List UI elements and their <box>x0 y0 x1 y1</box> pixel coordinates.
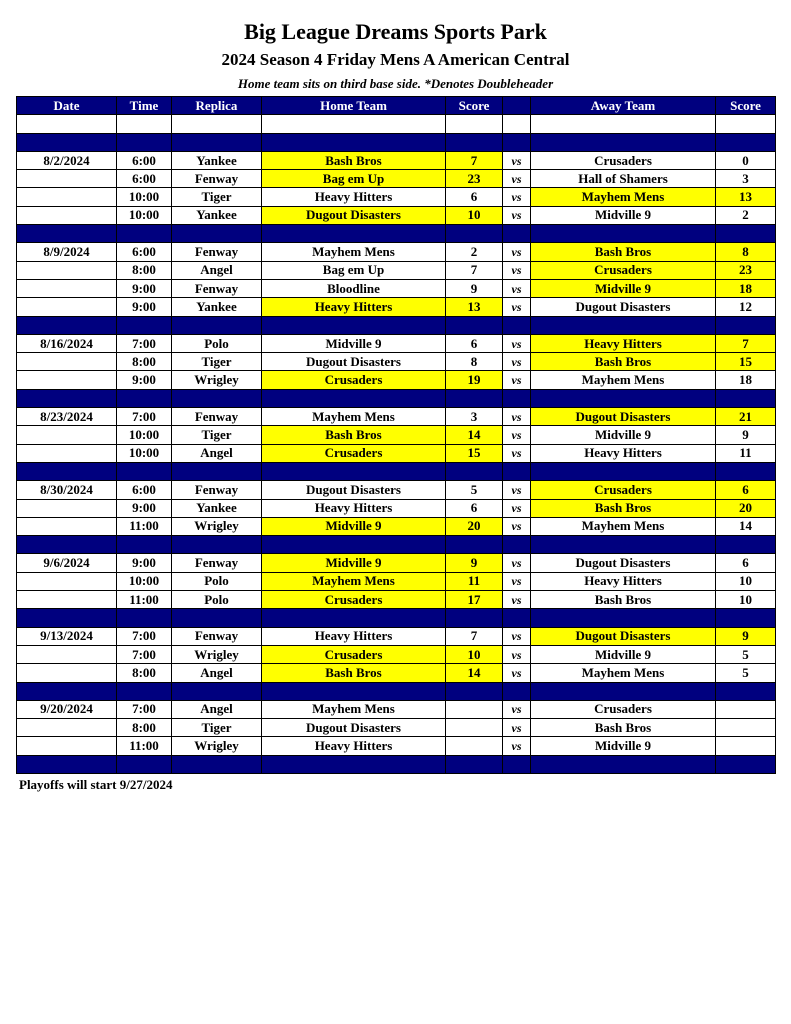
home-team: Bloodline <box>262 279 446 297</box>
replica-field: Fenway <box>172 243 262 261</box>
away-team: Crusaders <box>531 481 716 499</box>
home-team: Heavy Hitters <box>262 627 446 645</box>
game-row <box>17 572 776 590</box>
game-date: 8/16/2024 <box>17 334 117 352</box>
away-team: Mayhem Mens <box>531 664 716 682</box>
game-row <box>17 298 776 316</box>
home-score: 6 <box>446 188 503 206</box>
schedule-body <box>17 115 776 774</box>
vs-label: vs <box>503 170 531 188</box>
away-score: 18 <box>716 371 776 389</box>
game-row <box>17 664 776 682</box>
home-team: Dugout Disasters <box>262 481 446 499</box>
home-team: Dugout Disasters <box>262 719 446 737</box>
blank-row <box>17 115 776 133</box>
home-team: Bash Bros <box>262 426 446 444</box>
replica-field: Polo <box>172 334 262 352</box>
game-row <box>17 499 776 517</box>
column-header-away-score: Score <box>716 97 776 115</box>
week-separator-band <box>17 316 776 334</box>
game-time: 10:00 <box>117 206 172 224</box>
away-team: Midville 9 <box>531 426 716 444</box>
game-time: 9:00 <box>117 279 172 297</box>
home-score: 23 <box>446 170 503 188</box>
replica-field: Wrigley <box>172 517 262 535</box>
replica-field: Wrigley <box>172 737 262 755</box>
game-date <box>17 371 117 389</box>
game-time: 10:00 <box>117 444 172 462</box>
vs-label: vs <box>503 700 531 718</box>
game-time: 11:00 <box>117 737 172 755</box>
game-row <box>17 737 776 755</box>
home-team: Mayhem Mens <box>262 243 446 261</box>
game-date <box>17 719 117 737</box>
replica-field: Tiger <box>172 353 262 371</box>
home-team: Heavy Hitters <box>262 737 446 755</box>
home-team: Crusaders <box>262 371 446 389</box>
away-team: Midville 9 <box>531 737 716 755</box>
away-score <box>716 700 776 718</box>
home-score <box>446 719 503 737</box>
away-score: 20 <box>716 499 776 517</box>
away-team: Bash Bros <box>531 499 716 517</box>
column-header-home-score: Score <box>446 97 503 115</box>
game-date <box>17 279 117 297</box>
away-team: Midville 9 <box>531 279 716 297</box>
replica-field: Fenway <box>172 627 262 645</box>
replica-field: Angel <box>172 261 262 279</box>
game-row <box>17 279 776 297</box>
vs-label: vs <box>503 334 531 352</box>
away-score: 15 <box>716 353 776 371</box>
replica-field: Fenway <box>172 554 262 572</box>
home-team: Dugout Disasters <box>262 353 446 371</box>
home-score: 13 <box>446 298 503 316</box>
game-date <box>17 499 117 517</box>
home-team: Dugout Disasters <box>262 206 446 224</box>
home-team: Midville 9 <box>262 554 446 572</box>
game-time: 7:00 <box>117 700 172 718</box>
home-score: 15 <box>446 444 503 462</box>
game-date: 9/13/2024 <box>17 627 117 645</box>
home-team: Heavy Hitters <box>262 499 446 517</box>
home-score: 19 <box>446 371 503 389</box>
away-score <box>716 737 776 755</box>
away-score: 10 <box>716 572 776 590</box>
away-team: Heavy Hitters <box>531 572 716 590</box>
game-time: 9:00 <box>117 298 172 316</box>
page-title: Big League Dreams Sports Park <box>244 19 547 44</box>
game-row <box>17 517 776 535</box>
vs-label: vs <box>503 719 531 737</box>
replica-field: Fenway <box>172 170 262 188</box>
vs-label: vs <box>503 444 531 462</box>
game-time: 9:00 <box>117 554 172 572</box>
home-team: Midville 9 <box>262 334 446 352</box>
game-date <box>17 298 117 316</box>
vs-label: vs <box>503 188 531 206</box>
home-score: 7 <box>446 261 503 279</box>
replica-field: Yankee <box>172 499 262 517</box>
away-score: 10 <box>716 591 776 609</box>
week-separator-band <box>17 389 776 407</box>
game-date <box>17 591 117 609</box>
schedule-table <box>16 96 776 774</box>
home-score: 14 <box>446 664 503 682</box>
away-team: Crusaders <box>531 151 716 169</box>
game-date <box>17 426 117 444</box>
game-time: 11:00 <box>117 591 172 609</box>
away-team: Dugout Disasters <box>531 627 716 645</box>
vs-label: vs <box>503 243 531 261</box>
schedule-note: Home team sits on third base side. *Denotes Doubleheader <box>237 76 554 91</box>
vs-label: vs <box>503 261 531 279</box>
game-date: 8/9/2024 <box>17 243 117 261</box>
column-header-time: Time <box>117 97 172 115</box>
game-time: 8:00 <box>117 261 172 279</box>
game-row <box>17 170 776 188</box>
away-score: 5 <box>716 645 776 663</box>
game-row <box>17 645 776 663</box>
game-row <box>17 334 776 352</box>
vs-label: vs <box>503 517 531 535</box>
away-score: 13 <box>716 188 776 206</box>
home-score: 7 <box>446 627 503 645</box>
game-time: 9:00 <box>117 371 172 389</box>
week-separator-band <box>17 462 776 480</box>
game-row <box>17 591 776 609</box>
away-team: Dugout Disasters <box>531 554 716 572</box>
vs-label: vs <box>503 353 531 371</box>
home-team: Mayhem Mens <box>262 700 446 718</box>
home-team: Bash Bros <box>262 664 446 682</box>
vs-label: vs <box>503 408 531 426</box>
replica-field: Yankee <box>172 298 262 316</box>
game-time: 6:00 <box>117 243 172 261</box>
away-score: 14 <box>716 517 776 535</box>
week-separator-band <box>17 682 776 700</box>
away-score: 9 <box>716 627 776 645</box>
game-date <box>17 188 117 206</box>
game-row <box>17 243 776 261</box>
playoffs-note: Playoffs will start 9/27/2024 <box>19 777 173 792</box>
vs-label: vs <box>503 645 531 663</box>
home-score: 20 <box>446 517 503 535</box>
game-date <box>17 664 117 682</box>
game-row <box>17 206 776 224</box>
home-team: Bash Bros <box>262 151 446 169</box>
home-score: 2 <box>446 243 503 261</box>
game-time: 6:00 <box>117 170 172 188</box>
replica-field: Tiger <box>172 426 262 444</box>
home-score: 7 <box>446 151 503 169</box>
game-row <box>17 188 776 206</box>
away-score: 5 <box>716 664 776 682</box>
table-header-row <box>17 97 776 115</box>
away-score: 23 <box>716 261 776 279</box>
away-team: Bash Bros <box>531 243 716 261</box>
game-time: 10:00 <box>117 426 172 444</box>
game-time: 6:00 <box>117 481 172 499</box>
game-row <box>17 627 776 645</box>
replica-field: Fenway <box>172 408 262 426</box>
away-score: 2 <box>716 206 776 224</box>
game-row <box>17 700 776 718</box>
vs-label: vs <box>503 591 531 609</box>
home-score: 8 <box>446 353 503 371</box>
home-score: 10 <box>446 206 503 224</box>
replica-field: Fenway <box>172 279 262 297</box>
away-score <box>716 719 776 737</box>
vs-label: vs <box>503 572 531 590</box>
game-time: 7:00 <box>117 408 172 426</box>
replica-field: Polo <box>172 591 262 609</box>
home-team: Heavy Hitters <box>262 188 446 206</box>
week-separator-band <box>17 225 776 243</box>
home-score: 11 <box>446 572 503 590</box>
away-score: 21 <box>716 408 776 426</box>
week-separator-band <box>17 755 776 773</box>
home-score: 9 <box>446 279 503 297</box>
away-score: 8 <box>716 243 776 261</box>
column-header-vs <box>503 97 531 115</box>
away-score: 12 <box>716 298 776 316</box>
home-team: Crusaders <box>262 645 446 663</box>
game-row <box>17 371 776 389</box>
home-team: Bag em Up <box>262 261 446 279</box>
replica-field: Yankee <box>172 151 262 169</box>
game-date <box>17 261 117 279</box>
home-score: 6 <box>446 499 503 517</box>
vs-label: vs <box>503 627 531 645</box>
away-score: 3 <box>716 170 776 188</box>
game-date <box>17 170 117 188</box>
game-row <box>17 408 776 426</box>
game-time: 8:00 <box>117 664 172 682</box>
game-row <box>17 554 776 572</box>
away-score: 11 <box>716 444 776 462</box>
vs-label: vs <box>503 298 531 316</box>
game-date <box>17 444 117 462</box>
away-score: 0 <box>716 151 776 169</box>
home-score: 10 <box>446 645 503 663</box>
home-team: Midville 9 <box>262 517 446 535</box>
game-row <box>17 151 776 169</box>
game-date: 9/6/2024 <box>17 554 117 572</box>
game-date <box>17 517 117 535</box>
away-team: Bash Bros <box>531 591 716 609</box>
home-team: Crusaders <box>262 444 446 462</box>
game-row <box>17 353 776 371</box>
away-team: Mayhem Mens <box>531 188 716 206</box>
game-date <box>17 572 117 590</box>
game-row <box>17 426 776 444</box>
page-subtitle: 2024 Season 4 Friday Mens A American Central <box>221 50 570 69</box>
game-date: 8/30/2024 <box>17 481 117 499</box>
home-team: Mayhem Mens <box>262 408 446 426</box>
game-time: 8:00 <box>117 719 172 737</box>
game-row <box>17 444 776 462</box>
away-score: 9 <box>716 426 776 444</box>
away-team: Midville 9 <box>531 645 716 663</box>
home-score: 9 <box>446 554 503 572</box>
game-time: 8:00 <box>117 353 172 371</box>
column-header-replica: Replica <box>172 97 262 115</box>
replica-field: Wrigley <box>172 645 262 663</box>
away-score: 18 <box>716 279 776 297</box>
away-team: Crusaders <box>531 700 716 718</box>
away-score: 6 <box>716 554 776 572</box>
home-score <box>446 700 503 718</box>
game-time: 11:00 <box>117 517 172 535</box>
away-score: 7 <box>716 334 776 352</box>
game-date: 9/20/2024 <box>17 700 117 718</box>
home-team: Mayhem Mens <box>262 572 446 590</box>
column-header-away-team: Away Team <box>531 97 716 115</box>
game-date <box>17 353 117 371</box>
game-time: 10:00 <box>117 572 172 590</box>
game-row <box>17 261 776 279</box>
home-score: 3 <box>446 408 503 426</box>
game-time: 9:00 <box>117 499 172 517</box>
away-team: Heavy Hitters <box>531 444 716 462</box>
away-team: Midville 9 <box>531 206 716 224</box>
week-separator-band <box>17 536 776 554</box>
replica-field: Wrigley <box>172 371 262 389</box>
away-team: Bash Bros <box>531 353 716 371</box>
home-team: Bag em Up <box>262 170 446 188</box>
game-time: 7:00 <box>117 334 172 352</box>
away-team: Mayhem Mens <box>531 371 716 389</box>
away-team: Crusaders <box>531 261 716 279</box>
home-score: 6 <box>446 334 503 352</box>
replica-field: Tiger <box>172 719 262 737</box>
replica-field: Yankee <box>172 206 262 224</box>
vs-label: vs <box>503 499 531 517</box>
vs-label: vs <box>503 279 531 297</box>
vs-label: vs <box>503 151 531 169</box>
vs-label: vs <box>503 426 531 444</box>
vs-label: vs <box>503 481 531 499</box>
game-date <box>17 645 117 663</box>
game-date: 8/2/2024 <box>17 151 117 169</box>
game-time: 10:00 <box>117 188 172 206</box>
away-team: Hall of Shamers <box>531 170 716 188</box>
game-row <box>17 719 776 737</box>
away-score: 6 <box>716 481 776 499</box>
replica-field: Angel <box>172 444 262 462</box>
game-date: 8/23/2024 <box>17 408 117 426</box>
away-team: Dugout Disasters <box>531 298 716 316</box>
vs-label: vs <box>503 737 531 755</box>
vs-label: vs <box>503 664 531 682</box>
away-team: Mayhem Mens <box>531 517 716 535</box>
away-team: Dugout Disasters <box>531 408 716 426</box>
week-separator-band <box>17 133 776 151</box>
home-score <box>446 737 503 755</box>
replica-field: Polo <box>172 572 262 590</box>
replica-field: Angel <box>172 700 262 718</box>
game-date <box>17 737 117 755</box>
replica-field: Tiger <box>172 188 262 206</box>
game-time: 6:00 <box>117 151 172 169</box>
home-score: 14 <box>446 426 503 444</box>
game-time: 7:00 <box>117 627 172 645</box>
away-team: Bash Bros <box>531 719 716 737</box>
column-header-home-team: Home Team <box>262 97 446 115</box>
game-time: 7:00 <box>117 645 172 663</box>
replica-field: Angel <box>172 664 262 682</box>
game-row <box>17 481 776 499</box>
vs-label: vs <box>503 371 531 389</box>
home-team: Crusaders <box>262 591 446 609</box>
column-header-date: Date <box>17 97 117 115</box>
away-team: Heavy Hitters <box>531 334 716 352</box>
home-team: Heavy Hitters <box>262 298 446 316</box>
game-date <box>17 206 117 224</box>
replica-field: Fenway <box>172 481 262 499</box>
vs-label: vs <box>503 554 531 572</box>
home-score: 5 <box>446 481 503 499</box>
week-separator-band <box>17 609 776 627</box>
home-score: 17 <box>446 591 503 609</box>
vs-label: vs <box>503 206 531 224</box>
